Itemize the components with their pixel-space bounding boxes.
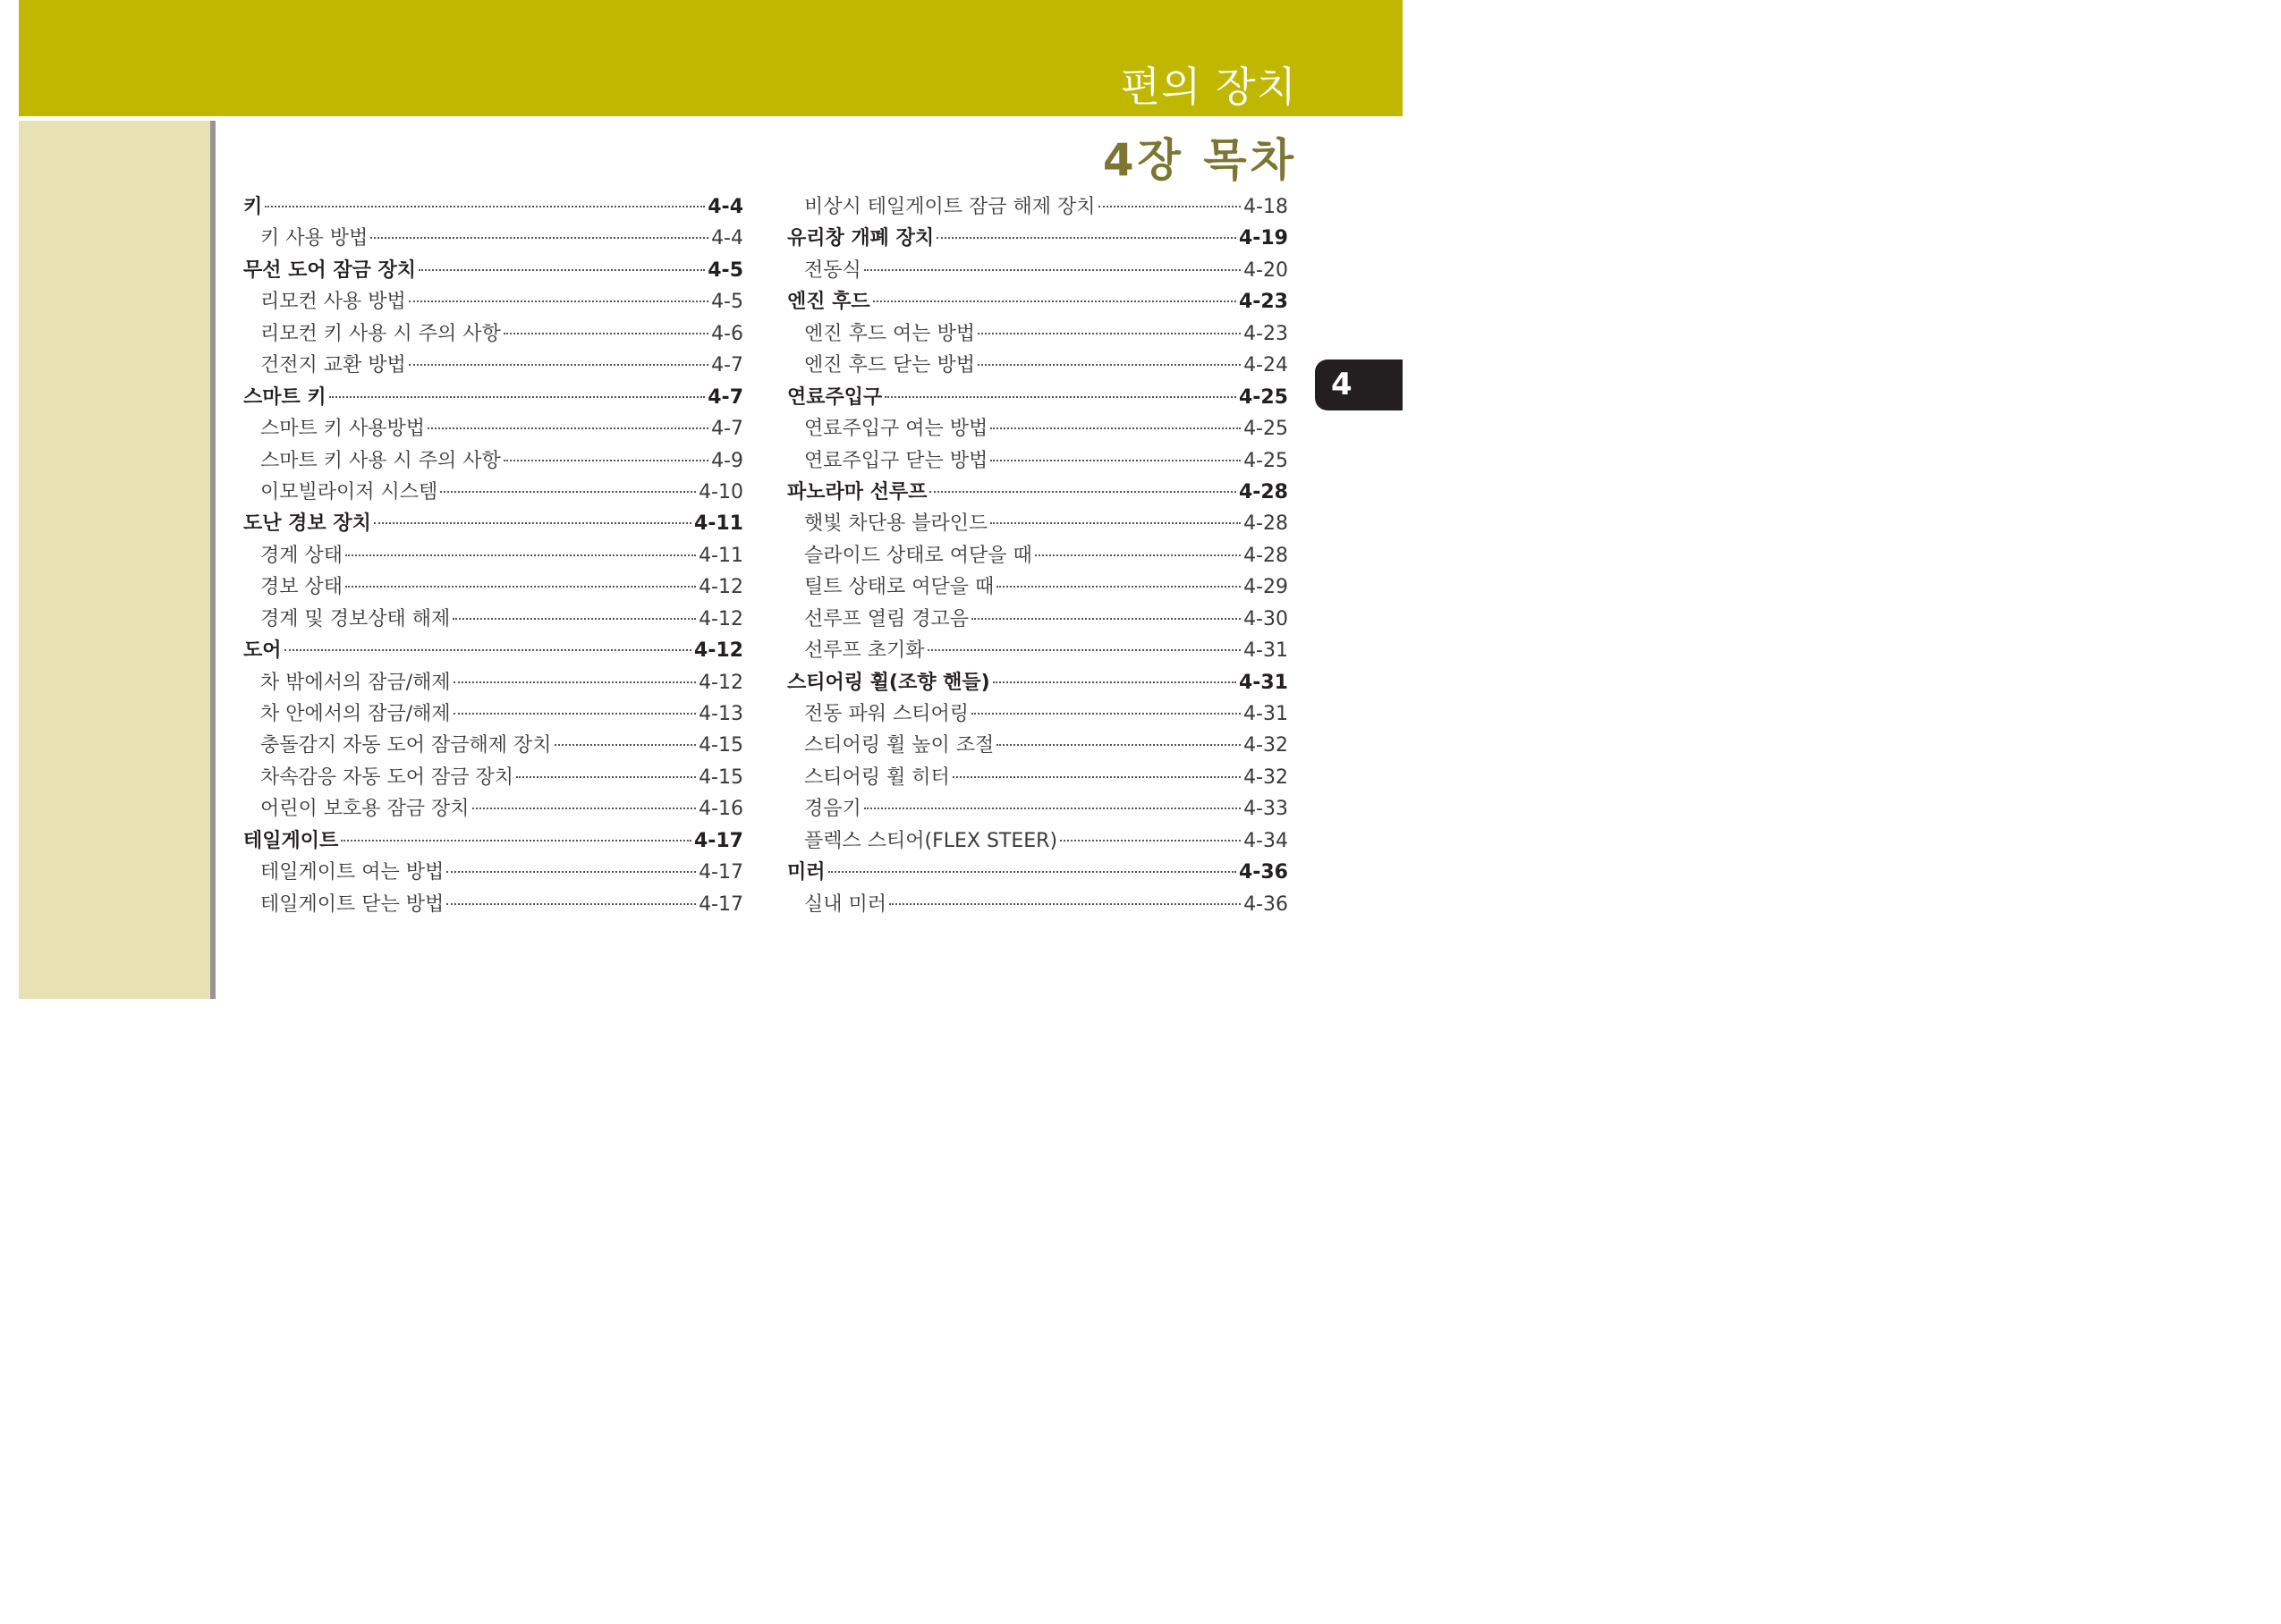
- toc-page-number: 4-34: [1243, 829, 1288, 852]
- toc-page-number: 4-4: [711, 227, 743, 250]
- toc-dot-leader: [990, 460, 1241, 461]
- toc-entry-label: 테일게이트 닫는 방법: [260, 892, 445, 916]
- toc-dot-leader: [345, 554, 696, 556]
- toc-page-number: 4-31: [1243, 639, 1288, 663]
- chapter-tab[interactable]: [1315, 359, 1403, 410]
- toc-entry-label: 실내 미러: [804, 892, 887, 916]
- toc-entry-label: 테일게이트 여는 방법: [260, 861, 445, 884]
- toc-dot-leader: [454, 713, 696, 715]
- toc-subsection-entry[interactable]: [243, 540, 743, 571]
- toc-subsection-entry[interactable]: [243, 730, 743, 761]
- toc-entry-label: 미러: [787, 861, 826, 884]
- toc-subsection-entry[interactable]: [787, 635, 1288, 666]
- toc-subsection-entry[interactable]: [787, 540, 1288, 571]
- toc-dot-leader: [409, 364, 708, 366]
- toc-page-number: 4-10: [699, 480, 743, 503]
- toc-subsection-entry[interactable]: [787, 413, 1288, 444]
- toc-page-number: 4-7: [711, 354, 743, 377]
- toc-page-number: 4-17: [693, 829, 743, 852]
- toc-page-number: 4-11: [693, 512, 743, 536]
- toc-entry-label: 전동식: [804, 258, 861, 282]
- toc-subsection-entry[interactable]: [787, 255, 1288, 286]
- toc-subsection-entry[interactable]: [787, 350, 1288, 381]
- toc-entry-label: 연료주입구 닫는 방법: [804, 449, 988, 472]
- toc-page-number: 4-29: [1243, 576, 1288, 599]
- toc-dot-leader: [953, 776, 1241, 778]
- toc-title: 4장 목차: [1102, 134, 1297, 186]
- toc-entry-label: 도어: [243, 639, 282, 663]
- toc-subsection-entry[interactable]: [787, 318, 1288, 350]
- toc-page-number: 4-12: [699, 607, 743, 630]
- toc-dot-leader: [370, 237, 708, 239]
- toc-entry-label: 선루프 열림 경고음: [804, 607, 970, 630]
- toc-dot-leader: [885, 396, 1236, 398]
- toc-entry-label: 키: [243, 196, 263, 218]
- toc-page-number: 4-25: [1243, 418, 1288, 441]
- toc-dot-leader: [978, 333, 1241, 334]
- toc-page-number: 4-36: [1243, 892, 1288, 916]
- toc-page-number: 4-13: [699, 703, 743, 725]
- toc-subsection-entry[interactable]: [787, 445, 1288, 477]
- toc-page-number: 4-24: [1243, 354, 1288, 377]
- toc-page-number: 4-11: [699, 544, 743, 567]
- toc-dot-leader: [516, 776, 696, 778]
- toc-entry-label: 테일게이트: [243, 829, 339, 852]
- toc-section-entry[interactable]: [243, 635, 743, 666]
- toc-page-number: 4-12: [699, 576, 743, 599]
- toc-subsection-entry[interactable]: [243, 350, 743, 381]
- toc-entry-label: 경음기: [804, 798, 861, 821]
- toc-page-number: 4-32: [1243, 734, 1288, 757]
- toc-section-entry[interactable]: [787, 477, 1288, 508]
- toc-dot-leader: [454, 681, 696, 683]
- toc-entry-label: 리모컨 키 사용 시 주의 사항: [260, 322, 501, 345]
- toc-page-number: 4-20: [1243, 258, 1288, 282]
- toc-dot-leader: [428, 427, 708, 429]
- toc-section-entry[interactable]: [787, 223, 1288, 254]
- toc-page-number: 4-31: [1243, 703, 1288, 725]
- toc-subsection-entry[interactable]: [243, 413, 743, 444]
- toc-section-entry[interactable]: [243, 191, 743, 223]
- toc-dot-leader: [453, 618, 696, 620]
- toc-dot-leader: [1035, 554, 1241, 556]
- side-divider: [210, 121, 216, 999]
- toc-entry-label: 이모빌라이저 시스템: [260, 480, 438, 503]
- toc-subsection-entry[interactable]: [787, 825, 1288, 857]
- toc-entry-label: 스티어링 휠 히터: [804, 765, 950, 789]
- toc-subsection-entry[interactable]: [787, 793, 1288, 825]
- header-band: [19, 0, 1403, 116]
- toc-dot-leader: [472, 808, 697, 809]
- toc-entry-label: 충돌감지 자동 도어 잠금해제 장치: [260, 734, 552, 757]
- toc-dot-leader: [284, 649, 691, 651]
- toc-page-number: 4-18: [1243, 196, 1288, 218]
- toc-page-number: 4-31: [1238, 671, 1288, 694]
- toc-entry-label: 무선 도어 잠금 장치: [243, 258, 416, 282]
- toc-subsection-entry[interactable]: [787, 762, 1288, 793]
- toc-page-number: 4-5: [711, 291, 743, 314]
- toc-dot-leader: [864, 269, 1241, 271]
- toc-entry-label: 전동 파워 스티어링: [804, 703, 970, 725]
- toc-dot-leader: [971, 713, 1241, 715]
- toc-subsection-entry[interactable]: [243, 223, 743, 254]
- toc-dot-leader: [409, 300, 708, 302]
- toc-dot-leader: [937, 237, 1236, 239]
- toc-section-entry[interactable]: [787, 667, 1288, 698]
- toc-dot-leader: [504, 333, 708, 334]
- toc-entry-label: 유리창 개폐 장치: [787, 227, 935, 250]
- toc-entry-label: 틸트 상태로 여닫을 때: [804, 576, 995, 599]
- toc-entry-label: 스티어링 휠 높이 조절: [804, 734, 995, 757]
- toc-page-number: 4-23: [1238, 291, 1288, 314]
- toc-page-number: 4-19: [1238, 227, 1288, 250]
- toc-subsection-entry[interactable]: [243, 762, 743, 793]
- toc-page-number: 4-28: [1243, 544, 1288, 567]
- toc-left-column: [243, 191, 743, 934]
- toc-entry-label: 엔진 후드 여는 방법: [804, 322, 975, 345]
- toc-entry-label: 스마트 키 사용 시 주의 사항: [260, 449, 501, 472]
- toc-page-number: 4-17: [699, 892, 743, 916]
- toc-entry-label: 연료주입구: [787, 385, 883, 409]
- toc-subsection-entry[interactable]: [787, 571, 1288, 603]
- toc-entry-label: 엔진 후드 닫는 방법: [804, 354, 975, 377]
- toc-page-number: 4-16: [699, 798, 743, 821]
- toc-page-number: 4-30: [1243, 607, 1288, 630]
- toc-dot-leader: [1098, 206, 1242, 207]
- toc-dot-leader: [1060, 840, 1241, 842]
- toc-page-number: 4-25: [1238, 385, 1288, 409]
- toc-entry-label: 경보 상태: [260, 576, 343, 599]
- toc-entry-label: 어린이 보호용 잠금 장치: [260, 798, 470, 821]
- toc-dot-leader: [971, 618, 1241, 620]
- toc-section-entry[interactable]: [787, 857, 1288, 888]
- toc-dot-leader: [828, 871, 1236, 873]
- toc-page-number: 4-17: [699, 861, 743, 884]
- toc-entry-label: 건전지 교환 방법: [260, 354, 406, 377]
- toc-entry-label: 경계 및 경보상태 해제: [260, 607, 451, 630]
- toc-entry-label: 차 안에서의 잠금/해제: [260, 703, 451, 725]
- toc-dot-leader: [374, 522, 691, 524]
- toc-subsection-entry[interactable]: [243, 286, 743, 317]
- toc-dot-leader: [265, 206, 705, 207]
- toc-entry-label: 연료주입구 여는 방법: [804, 418, 988, 441]
- toc-dot-leader: [341, 840, 691, 842]
- toc-page-number: 4-7: [711, 418, 743, 441]
- toc-dot-leader: [873, 300, 1236, 302]
- toc-entry-label: 스티어링 휠(조향 핸들): [787, 671, 990, 694]
- toc-subsection-entry[interactable]: [243, 793, 743, 825]
- toc-entry-label: 비상시 테일게이트 잠금 해제 장치: [804, 196, 1096, 218]
- toc-entry-label: 스마트 키 사용방법: [260, 418, 426, 441]
- toc-subsection-entry[interactable]: [243, 698, 743, 730]
- toc-entry-label: 엔진 후드: [787, 291, 870, 314]
- toc-dot-leader: [990, 522, 1241, 524]
- toc-dot-leader: [440, 491, 696, 493]
- toc-entry-label: 차 밖에서의 잠금/해제: [260, 671, 451, 694]
- toc-page-number: 4-15: [699, 765, 743, 789]
- toc-page-number: 4-25: [1243, 449, 1288, 472]
- toc-dot-leader: [555, 744, 697, 746]
- toc-section-entry[interactable]: [243, 508, 743, 539]
- toc-page-number: 4-28: [1238, 480, 1288, 503]
- toc-subsection-entry[interactable]: [787, 191, 1288, 223]
- toc-page-number: 4-32: [1243, 765, 1288, 789]
- toc-section-entry[interactable]: [243, 382, 743, 413]
- toc-entry-label: 선루프 초기화: [804, 639, 925, 663]
- toc-page-number: 4-9: [711, 449, 743, 472]
- toc-page-number: 4-15: [699, 734, 743, 757]
- toc-subsection-entry[interactable]: [787, 604, 1288, 635]
- toc-page-number: 4-4: [708, 196, 743, 218]
- toc-section-entry[interactable]: [243, 825, 743, 857]
- toc-section-entry[interactable]: [787, 286, 1288, 317]
- toc-dot-leader: [928, 649, 1242, 651]
- toc-entry-label: 차속감응 자동 도어 잠금 장치: [260, 765, 513, 789]
- toc-dot-leader: [446, 903, 696, 905]
- toc-dot-leader: [446, 871, 696, 873]
- toc-subsection-entry[interactable]: [243, 857, 743, 888]
- toc-subsection-entry[interactable]: [243, 604, 743, 635]
- toc-entry-label: 키 사용 방법: [260, 227, 369, 250]
- toc-dot-leader: [996, 586, 1241, 588]
- toc-dot-leader: [504, 460, 708, 461]
- toc-right-column: [787, 191, 1288, 934]
- toc-dot-leader: [329, 396, 706, 398]
- toc-dot-leader: [889, 903, 1241, 905]
- toc-section-entry[interactable]: [787, 382, 1288, 413]
- toc-page-number: 4-23: [1243, 322, 1288, 345]
- toc-dot-leader: [978, 364, 1241, 366]
- toc-subsection-entry[interactable]: [787, 889, 1288, 920]
- toc-entry-label: 경계 상태: [260, 544, 343, 567]
- toc-subsection-entry[interactable]: [243, 571, 743, 603]
- toc-dot-leader: [993, 681, 1236, 683]
- toc-dot-leader: [345, 586, 696, 588]
- toc-entry-label: 플렉스 스티어(FLEX STEER): [804, 829, 1058, 852]
- toc-subsection-entry[interactable]: [243, 445, 743, 477]
- toc-entry-label: 스마트 키: [243, 385, 326, 409]
- toc-entry-label: 파노라마 선루프: [787, 480, 928, 503]
- toc-subsection-entry[interactable]: [243, 667, 743, 698]
- toc-page-number: 4-36: [1238, 861, 1288, 884]
- toc-dot-leader: [996, 744, 1241, 746]
- toc-page-number: 4-28: [1243, 512, 1288, 536]
- chapter-tab-label: 4: [1331, 367, 1352, 402]
- chapter-title: 편의 장치: [1120, 63, 1297, 111]
- toc-subsection-entry[interactable]: [787, 730, 1288, 761]
- toc-subsection-entry[interactable]: [243, 318, 743, 350]
- toc-subsection-entry[interactable]: [787, 508, 1288, 539]
- toc-entry-label: 리모컨 사용 방법: [260, 291, 406, 314]
- toc-subsection-entry[interactable]: [243, 889, 743, 920]
- toc-dot-leader: [864, 808, 1241, 809]
- toc-page-number: 4-5: [708, 258, 743, 282]
- toc-dot-leader: [419, 269, 705, 271]
- side-panel: [19, 121, 211, 999]
- toc-section-entry[interactable]: [243, 255, 743, 286]
- toc-page-number: 4-12: [693, 639, 743, 663]
- toc-page-number: 4-6: [711, 322, 743, 345]
- toc-dot-leader: [990, 427, 1241, 429]
- toc-page-number: 4-7: [708, 385, 743, 409]
- toc-page-number: 4-33: [1243, 798, 1288, 821]
- toc-entry-label: 햇빛 차단용 블라인드: [804, 512, 988, 536]
- toc-page-number: 4-12: [699, 671, 743, 694]
- toc-subsection-entry[interactable]: [787, 698, 1288, 730]
- toc-subsection-entry[interactable]: [243, 477, 743, 508]
- toc-entry-label: 도난 경보 장치: [243, 512, 371, 536]
- toc-entry-label: 슬라이드 상태로 여닫을 때: [804, 544, 1032, 567]
- toc-dot-leader: [929, 491, 1236, 493]
